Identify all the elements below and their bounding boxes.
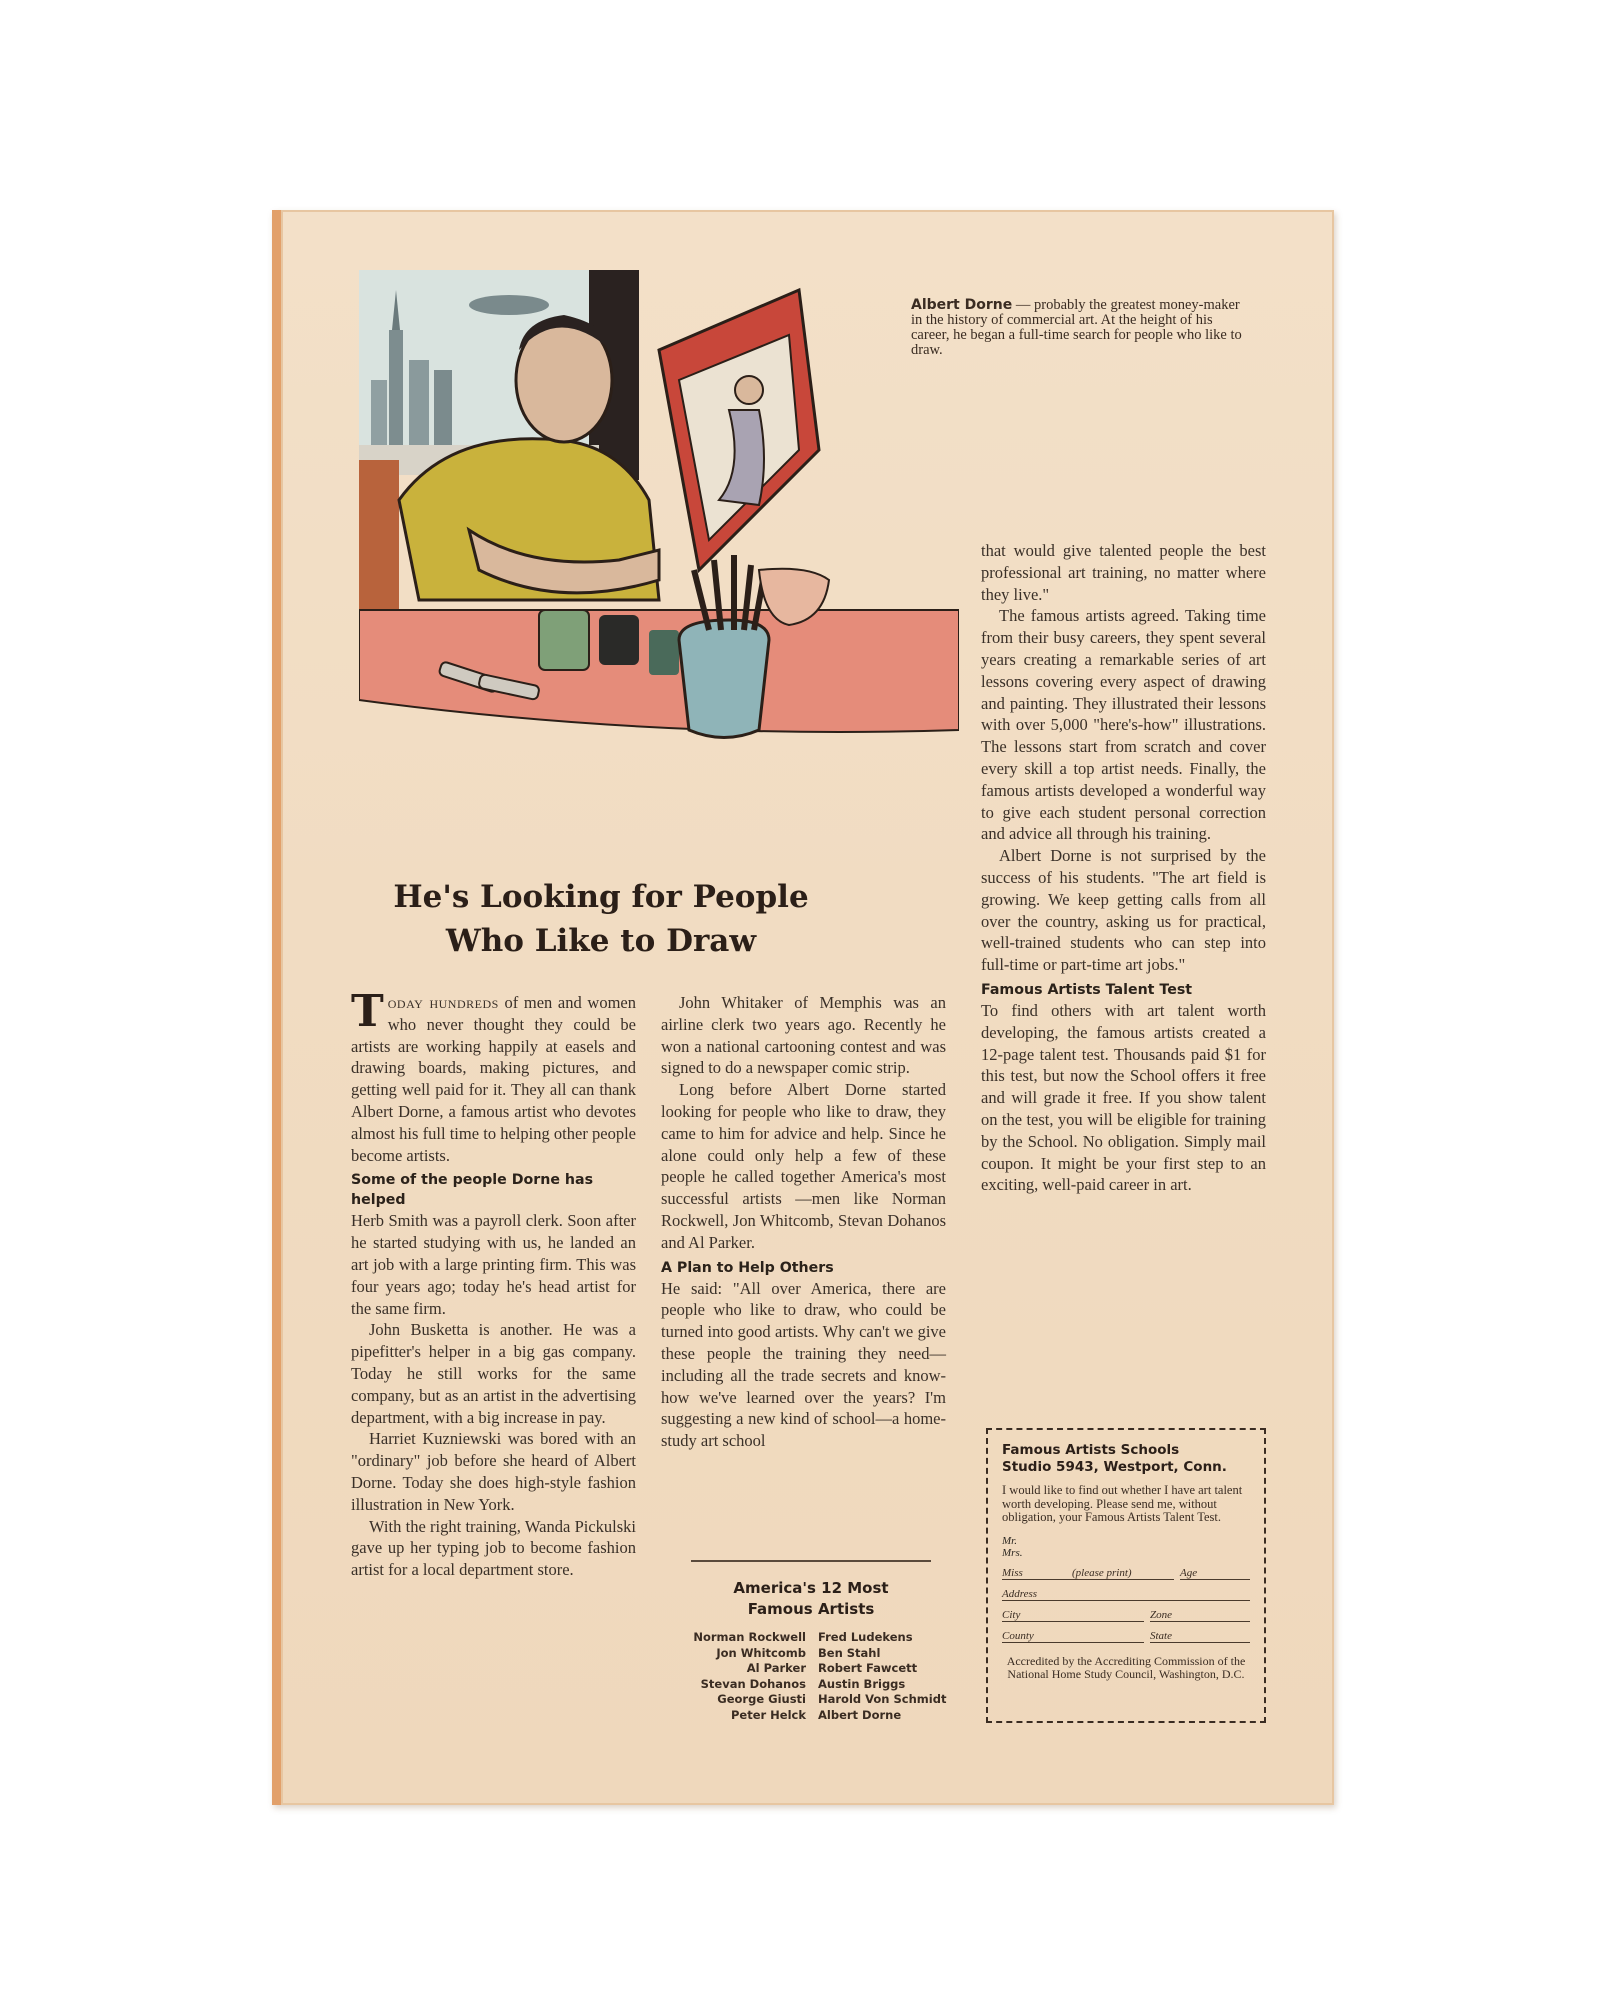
coupon-age: Age [1180,1566,1198,1579]
paragraph: Harriet Kuzniewski was bored with an "ordinary" job before she heard of Albert Dorne. Today she does high-style fashion illustration in New York. [351,1429,636,1514]
headline [341,875,861,963]
coupon-miss: Miss [1002,1566,1023,1579]
coupon-address: Address [1002,1587,1038,1600]
coupon-accreditation: Accredited by the Accrediting Commission of the National Home Study Council, Washington, D.C. [1006,1653,1246,1681]
coupon-mrs: Mrs. [1002,1546,1023,1559]
caption-text: — probably the greatest money-maker in the history of commercial art. At the height of his career, he began a full-time search for people who like to draw. [911,297,1242,358]
paragraph: To find others with art talent worth developing, the famous artists created a 12-page talent test. Thousands paid $1 for this test, but now the School offers it free and will grade it free. If you show talent on the test, you will be eligible for training by the School. No obligation. Simply mail coupon. It might be your first step to an exciting, well-paid career in art. [981,1000,1266,1195]
brush-pot [679,620,769,738]
coupon-please-print: (please print) [1072,1566,1132,1579]
artist-name: Peter Helck [730,1707,806,1722]
zone-field[interactable] [1150,1607,1250,1622]
subhead-talent-test: Famous Artists Talent Test [981,981,1193,998]
building [434,370,452,450]
address-field[interactable] [1002,1586,1250,1601]
intro-text: of men and women who never thought they could be artists are working happily at easels and drawing boards, making pictures, and getting well paid for it. They all can thank Albert Dorne, a famous artist who devotes almost his full time to helping other people become artists. [351,993,636,1165]
coupon-mr: Mr. [1002,1534,1017,1547]
paragraph: The famous artists agreed. Taking time from their busy careers, they spent several years creating a remarkable series of art lessons covering every aspect of drawing and painting. They illustrated their lessons with over 5,000 "here's-how" illustrations. The lessons start from scratch and cover every skill a top artist needs. Finally, the famous artists developed a wonderful way to give each student personal correction and advice all through his training. [981,606,1266,844]
artist-name: Ben Stahl [818,1645,881,1660]
blimp [469,295,549,315]
drop-cap: T [351,986,384,1037]
name-field[interactable] [1002,1565,1174,1580]
paragraph: He said: "All over America, there are people who like to draw, who could be turned into good artists. Why can't we give these people the training they need—including all the trade secrets and know-how we've learned over the years? I'm suggesting a new kind of school—a home-study art school [661,1278,946,1451]
artists-title-line-2: Famous Artists [747,1600,875,1618]
state-field[interactable] [1150,1628,1250,1643]
coupon-school: Famous Artists Schools [1002,1442,1180,1458]
artist-name: Stevan Dohanos [700,1676,806,1691]
coupon-county-row [1002,1622,1250,1643]
coupon-zone: Zone [1150,1608,1172,1621]
coupon-salutation [1002,1535,1250,1559]
subhead-plan: A Plan to Help Others [661,1259,834,1276]
artist-name: Albert Dorne [818,1707,902,1722]
headline-line-1: He's Looking for People [393,879,809,915]
coupon-name-row [1002,1559,1250,1580]
skyscraper [389,330,403,450]
paragraph: that would give talented people the best professional art training, no matter where they live." [981,541,1266,604]
chair [359,460,399,610]
subhead-people-helped: Some of the people Dorne has helped [351,1172,594,1209]
paragraph: Long before Albert Dorne started looking for people who like to draw, they came to him for advice and help. Since he alone could only help a few of these people he called together America's most successful artists —men like Norman Rockwell, Jon Whitcomb, Stevan Dohanos and Al Parker. [661,1080,946,1252]
artist-name: Robert Fawcett [818,1661,918,1675]
artist-name: Jon Whitcomb [716,1645,806,1660]
coupon-city: City [1002,1608,1021,1621]
county-field[interactable] [1002,1628,1144,1643]
paragraph: Albert Dorne is not surprised by the success of his students. "The art field is growing. We keep getting calls from all over the country, asking us for practical, well-trained students who can step into full-time or part-time art jobs." [981,846,1266,975]
paint-jar [599,615,639,665]
artists-left-list [656,1630,806,1723]
artists-right-list [818,1630,968,1723]
building [371,380,387,450]
artist-name: Al Parker [746,1661,806,1675]
comic-back-cover-page [272,210,1334,1805]
age-field[interactable] [1180,1565,1250,1580]
intro-lead: oday hundreds [387,993,499,1012]
coupon-request-text: I would like to find out whether I have art talent worth developing. Please send me, without obligation, your Famous Artists Talent Test. [1002,1483,1243,1524]
headline-line-2: Who Like to Draw [445,923,757,959]
coupon-state: State [1150,1629,1172,1642]
paragraph: With the right training, Wanda Pickulski gave up her typing job to become fashion artist for a local department store. [351,1516,636,1580]
caption-artist-name: Albert Dorne [911,297,1013,313]
artist-name: Austin Briggs [818,1676,906,1691]
divider [691,1560,931,1562]
intro-paragraph [351,986,636,1166]
artist-name: George Giusti [717,1692,806,1706]
artist-name: Harold Von Schmidt [818,1692,947,1706]
artist-caption [911,298,1251,358]
artists-list [656,1630,976,1723]
artists-title-line-1: America's 12 Most [733,1579,889,1597]
mail-coupon[interactable] [986,1428,1266,1723]
building [409,360,429,450]
artist-name: Norman Rockwell [693,1630,806,1644]
city-field[interactable] [1002,1607,1144,1622]
coupon-city-row [1002,1601,1250,1622]
artist-illustration [359,270,959,870]
column-1 [351,986,636,1581]
column-2 [661,992,946,1452]
artist-name: Fred Ludekens [818,1630,913,1644]
artists-list-title [676,1578,946,1620]
paragraph: John Whitaker of Memphis was an airline clerk two years ago. Recently he won a national cartooning contest and was signed to do a newspaper comic strip. [661,993,946,1078]
paragraph: Herb Smith was a payroll clerk. Soon after he started studying with us, he landed an art job with a large printing firm. This was four years ago; today he's head artist for the same firm. [351,1211,636,1318]
paint-jar [649,630,679,675]
coupon-studio: Studio 5943, Westport, Conn. [1002,1459,1227,1475]
canvas-figure [735,376,763,404]
column-3 [981,540,1266,1196]
coupon-county: County [1002,1629,1034,1642]
paragraph: John Busketta is another. He was a pipefitter's helper in a big gas company. Today he still works for the same company, but as an artist in the advertising department, with a big increase in pay. [351,1320,636,1427]
paint-jar [539,610,589,670]
